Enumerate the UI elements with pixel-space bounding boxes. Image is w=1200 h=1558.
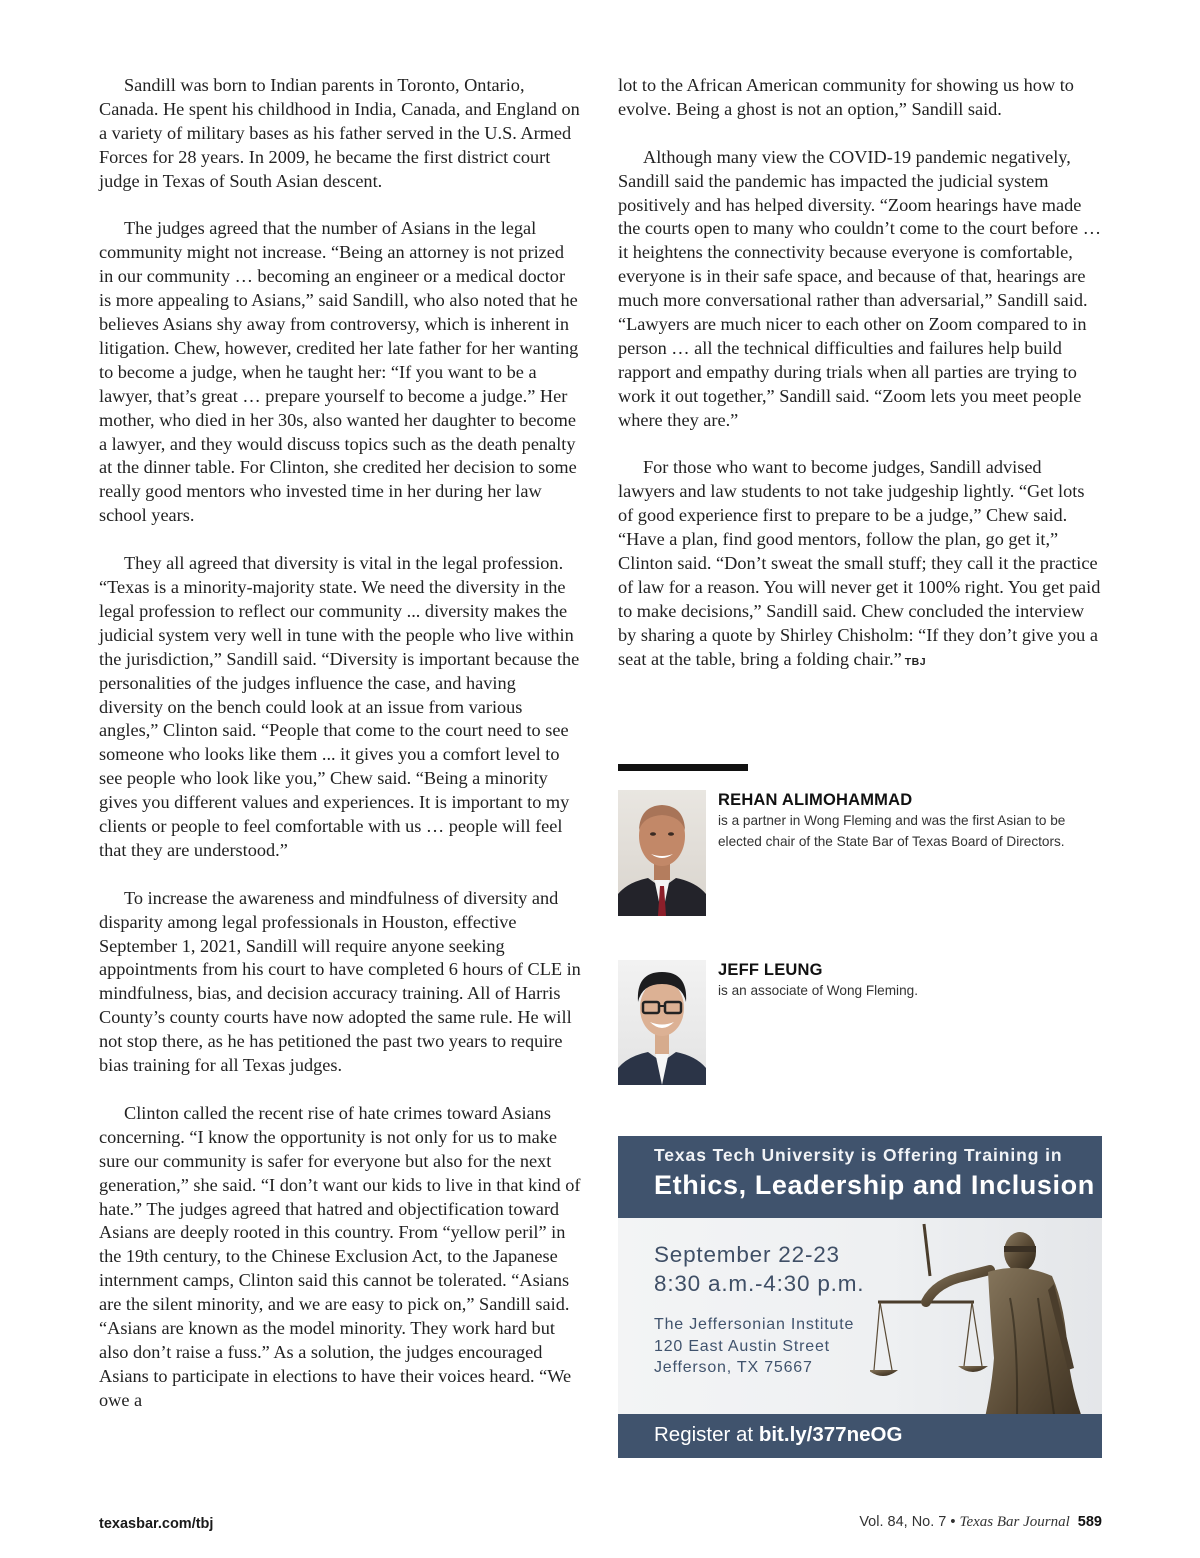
author-description: is an associate of Wong Fleming. [718,983,918,998]
training-advertisement [618,1136,1102,1458]
paragraph: Although many view the COVID-19 pandemic negatively, Sandill said the pandemic has impacted the judicial system positively and has helped diversity. “Zoom hearings have made the courts open to many who couldn’t come to the court before … it heightens the connectivity because everyone is comfortable, everyone is in their safe space, and because of that, hearings are much more conversational rather than adversarial,” Sandill said. “Lawyers are much nicer to each other on Zoom compared to in person … all the technical difficulties and failures help build rapport and empathy during trials when all parties are trying to work it out together,” Sandill said. “Zoom lets you meet people where they are.” [618,146,1101,430]
author-name: JEFF LEUNG [718,961,823,979]
author-bio-text [718,790,1102,852]
ad-city: Jefferson, TX 75667 [654,1359,813,1376]
author-photo [618,790,706,916]
paragraph: The judges agreed that the number of Asians in the legal community might not increase. “Being an attorney is not prized in our community … becoming an engineer or a medical doctor is more appealing to Asians,” said Sandill, who also noted that he believes Asians shy away from controversy, which is inherent in litigation. Chew, however, credited her late father for her wanting to become a judge, when he taught her: “If you want to be a lawyer, that’s great … prepare yourself to become a judge.” Her mother, who died in her 30s, also wanted her daughter to become a lawyer, and they would discuss topics such as the death penalty at the dinner table. For Clinton, she credited her decision to some really good mentors who invested time in her during her law school years. [99,218,579,526]
article-column-right [618,74,1102,675]
author-portrait-icon [618,790,706,916]
author-bio-text [718,960,1102,1002]
ad-subtitle: Texas Tech University is Offering Training in [654,1145,1063,1165]
ad-schedule [654,1240,864,1298]
end-mark: TBJ [904,655,927,668]
paragraph: They all agreed that diversity is vital in the legal profession. “Texas is a minority-majority state. We need the diversity in the legal profession to reflect our community ... diversity makes the judicial system very well in tune with the people who live within the jurisdiction,” Sandill said. “Diversity is important because the personalities of the judges influence the case, and having diversity on the bench could look at an issue from various angles,” Clinton said. “People that come to the court need to see someone who looks like them ... it gives you a comfort level to see people who look like you,” Chew said. “Being a minority gives you different values and experiences. It is important to my clients or people to feel comfortable with us … people will feel that they are understood.” [99,553,580,860]
bio-divider [618,764,748,771]
footer-website[interactable]: texasbar.com/tbj [99,1516,214,1532]
author-description: is a partner in Wong Fleming and was the first Asian to be elected chair of the State Bar of Texas Board of Directors. [718,813,1066,849]
paragraph: Clinton called the recent rise of hate crimes toward Asians concerning. “I know the opportunity is not only for us to make sure our community is safer for everyone but also for the next generation,” she said. “I don’t want our kids to live in that kind of hate.” The judges agreed that hatred and objectification toward Asians are deeply rooted in this country. From “yellow peril” in the 19th century, to the Chinese Exclusion Act, to the Japanese internment camps, Clinton said this cannot be tolerated. “Asians are the silent minority, and we are easy to pick on,” Sandill said. “Asians are known as the model minority. They work hard but also don’t raise a fuss.” As a solution, the judges encouraged Asians to participate in elections to have their voices heard. “We owe a [99,1102,581,1410]
final-paragraph-text: For those who want to become judges, Sandill advised lawyers and law students to not take judgeship lightly. “Get lots of good experience first to prepare to be a judge,” Chew said. “Have a plan, find good mentors, follow the plan, go get it,” Clinton said. “Don’t sweat the small stuff; they call it the practice of law for a reason. You will never get it 100% right. You get paid to make decisions,” Sandill said. Chew concluded the interview by sharing a quote by Shirley Chisholm: “If they don’t give you a seat at the table, bring a folding chair.” [618,457,1101,669]
register-link[interactable]: bit.ly/377neOG [758,1423,903,1446]
author-name: REHAN ALIMOHAMMAD [718,791,913,809]
paragraph: To increase the awareness and mindfulness of diversity and disparity among legal professionals in Houston, effective September 1, 2021, Sandill will require anyone seeking appointments from his court to have completed 6 hours of CLE in mindfulness, bias, and decision accuracy training. All of Harris County’s county courts have now adopted the same rule. He will not stop there, as he has petitioned the past two years to require bias training for all Texas judges. [99,887,581,1076]
page-number: 589 [1077,1514,1102,1530]
ad-date: September 22-23 [654,1242,840,1267]
author-portrait-icon [618,960,706,1085]
ad-time: 8:30 a.m.-4:30 p.m. [654,1271,865,1296]
ad-street: 120 East Austin Street [654,1337,830,1355]
paragraph: Sandill was born to Indian parents in Toronto, Ontario, Canada. He spent his childhood in India, Canada, and England on a variety of military bases as his father served in the U.S. Armed Forces for 28 years. In 2009, he became the first district court judge in Texas of South Asian descent. [99,75,580,191]
footer-volume: Vol. 84, No. 7 [859,1514,947,1530]
paragraph-continuation: lot to the African American community for showing us how to evolve. Being a ghost is not an option,” Sandill said. [618,75,1074,119]
footer-publication [859,1514,1102,1531]
ad-register [654,1423,902,1447]
footer-journal: Texas Bar Journal [959,1514,1070,1530]
ad-venue: The Jeffersonian Institute [654,1316,855,1333]
author-photo [618,960,706,1085]
ad-footer-bar [618,1414,1102,1458]
ad-header [618,1136,1102,1218]
paragraph-final [618,456,1102,674]
article-column-left [99,74,581,1413]
ad-address [654,1314,854,1379]
footer-bullet: • [950,1514,956,1530]
register-prefix: Register at [654,1423,754,1446]
ad-title: Ethics, Leadership and Inclusion [654,1170,1095,1200]
